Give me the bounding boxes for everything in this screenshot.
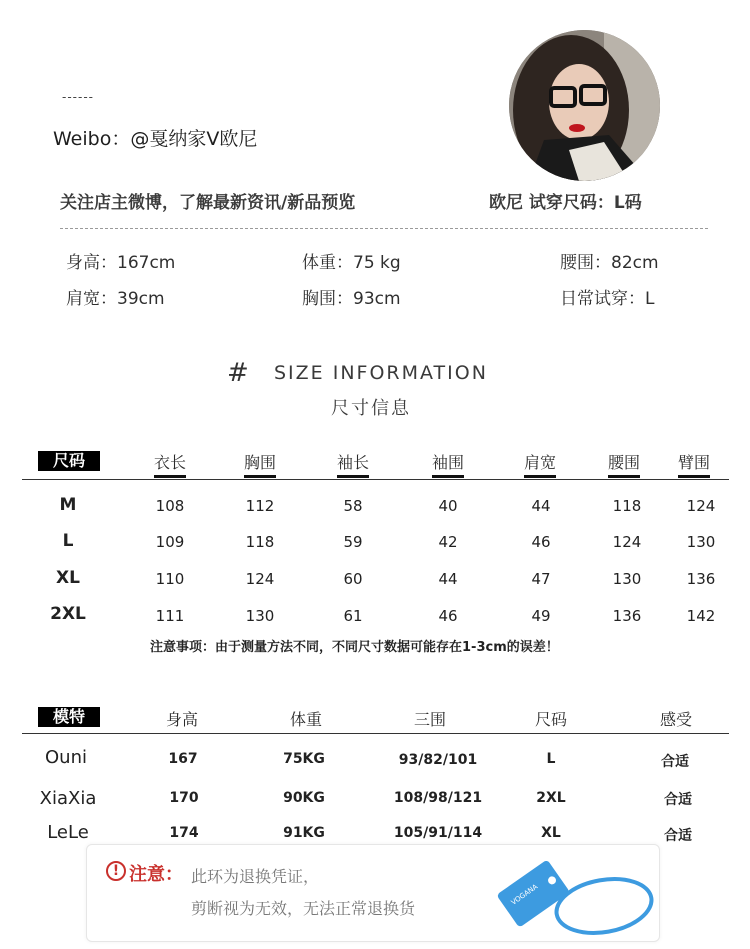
table-cell: 75KG <box>283 751 325 767</box>
table-cell: XL <box>541 825 561 841</box>
table-cell: 59 <box>343 533 363 551</box>
table-cell: 46 <box>531 533 551 551</box>
table-rule <box>22 733 729 734</box>
table-cell: 130 <box>612 570 642 588</box>
table-cell: 46 <box>438 607 458 625</box>
table-cell: 58 <box>343 497 363 515</box>
size-table-header: 袖围 <box>431 453 464 472</box>
size-table-header: 臂围 <box>677 453 710 472</box>
table-cell: 2XL <box>536 790 566 806</box>
table-cell: 合适 <box>664 828 692 844</box>
stat-chest: 胸围：93cm <box>302 289 401 309</box>
follow-prompt: 关注店主微博，了解最新资讯/新品预览 <box>60 193 356 213</box>
size-table-header: 衣长 <box>153 453 186 472</box>
size-label: L <box>62 531 74 551</box>
table-cell: 合适 <box>664 792 692 808</box>
model-name: LeLe <box>47 822 89 843</box>
header-underline <box>524 475 556 478</box>
model-name: Ouni <box>45 747 87 768</box>
size-table-header: 胸围 <box>243 453 276 472</box>
header-underline <box>608 475 640 478</box>
table-cell: 136 <box>612 607 642 625</box>
table-cell: 61 <box>343 607 363 625</box>
notice-label: 注意： <box>129 864 183 885</box>
table-cell: 合适 <box>661 754 689 770</box>
table-cell: L <box>546 751 556 767</box>
table-cell: 108/98/121 <box>393 790 483 806</box>
section-subtitle: 尺寸信息 <box>331 398 411 419</box>
warning-icon: ! <box>106 861 126 881</box>
size-label: XL <box>56 568 80 588</box>
table-cell: 93/82/101 <box>398 752 478 768</box>
header-underline <box>432 475 464 478</box>
size-table-header: 腰围 <box>607 453 640 472</box>
table-cell: 42 <box>438 533 458 551</box>
size-table-header-size: 尺码 <box>38 451 100 471</box>
security-tag-icon <box>492 848 662 938</box>
table-cell: 110 <box>155 570 185 588</box>
model-table-header: 体重 <box>289 710 322 729</box>
model-table-header: 身高 <box>165 710 198 729</box>
header-underline <box>244 475 276 478</box>
measurement-note: 注意事项：由于测量方法不同，不同尺寸数据可能存在1-3cm的误差！ <box>150 640 559 655</box>
table-cell: 40 <box>438 497 458 515</box>
model-table-header-model: 模特 <box>38 707 100 727</box>
table-cell: 44 <box>438 570 458 588</box>
model-table-header: 感受 <box>659 710 692 729</box>
table-cell: 170 <box>169 790 199 806</box>
size-label: 2XL <box>50 604 86 624</box>
table-cell: 44 <box>531 497 551 515</box>
table-cell: 111 <box>155 607 185 625</box>
notice-text-line-1: 此环为退换凭证， <box>191 867 320 886</box>
dashed-divider <box>60 228 708 229</box>
table-cell: 130 <box>245 607 275 625</box>
table-cell: 90KG <box>283 790 325 806</box>
table-cell: 109 <box>155 533 185 551</box>
table-cell: 105/91/114 <box>393 825 483 841</box>
table-cell: 108 <box>155 497 185 515</box>
model-name: XiaXia <box>39 788 97 809</box>
table-cell: 47 <box>531 570 551 588</box>
stat-daily-size: 日常试穿：L <box>560 289 655 309</box>
avatar <box>509 30 660 181</box>
table-cell: 124 <box>612 533 642 551</box>
table-cell: 91KG <box>283 825 325 841</box>
table-cell: 124 <box>686 497 716 515</box>
table-cell: 49 <box>531 607 551 625</box>
stat-shoulder: 肩宽：39cm <box>66 289 165 309</box>
size-label: M <box>59 495 77 515</box>
table-cell: 60 <box>343 570 363 588</box>
table-rule <box>22 479 729 480</box>
tag-brand-text: VOGANA <box>509 882 540 907</box>
tryon-size: 欧尼 试穿尺码：L码 <box>489 193 642 213</box>
table-cell: 167 <box>168 751 198 767</box>
stat-waist: 腰围：82cm <box>560 253 659 273</box>
model-table-header: 三围 <box>413 710 446 729</box>
decorative-dash: ------ <box>62 90 94 104</box>
table-cell: 118 <box>612 497 642 515</box>
size-table-header: 肩宽 <box>523 453 556 472</box>
header-underline <box>154 475 186 478</box>
header-underline <box>678 475 710 478</box>
hash-icon: # <box>227 358 249 388</box>
stat-weight: 体重：75 kg <box>302 253 401 273</box>
model-table-header: 尺码 <box>534 710 567 729</box>
table-cell: 174 <box>169 825 199 841</box>
notice-text-line-2: 剪断视为无效，无法正常退换货 <box>191 899 416 918</box>
table-cell: 136 <box>686 570 716 588</box>
header-underline <box>337 475 369 478</box>
section-title: SIZE INFORMATION <box>274 362 488 384</box>
table-cell: 142 <box>686 607 716 625</box>
stat-height: 身高：167cm <box>66 253 176 273</box>
table-cell: 118 <box>245 533 275 551</box>
weibo-handle: Weibo：@戛纳家V欧尼 <box>53 128 258 150</box>
size-table-header: 袖长 <box>336 453 369 472</box>
table-cell: 130 <box>686 533 716 551</box>
table-cell: 112 <box>245 497 275 515</box>
avatar-portrait-icon <box>509 30 660 181</box>
table-cell: 124 <box>245 570 275 588</box>
